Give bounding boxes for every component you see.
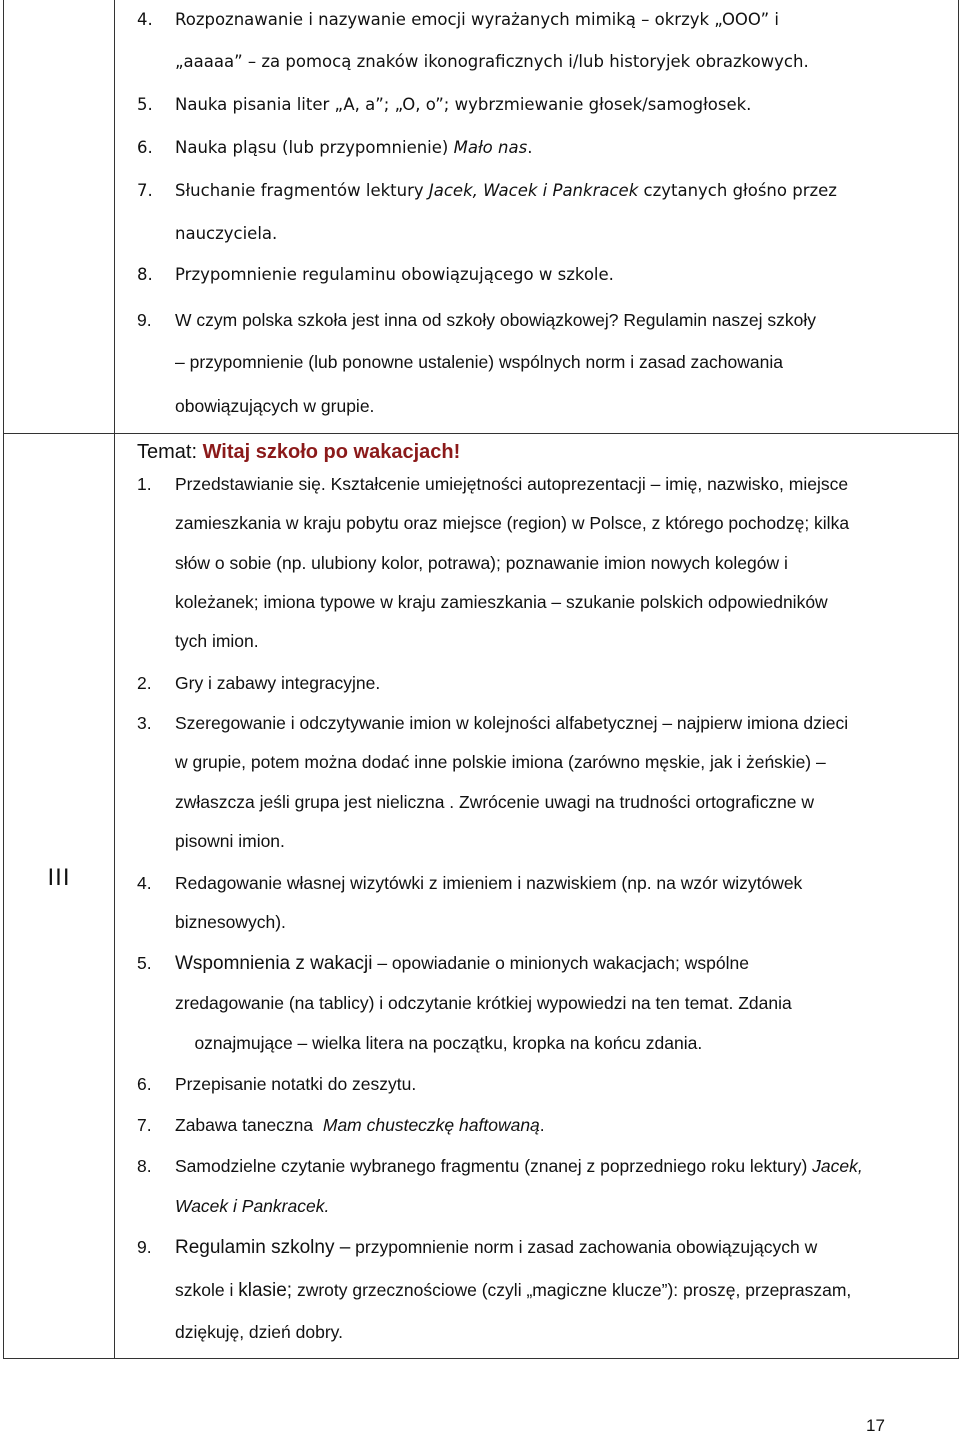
item-line: zredagowanie (na tablicy) i odczytanie krótkiej wypowiedzi na ten temat. Zdania bbox=[175, 993, 792, 1013]
item-line: Wspomnienia z wakacji – opowiadanie o minionych wakacjach; wspólne bbox=[175, 953, 749, 974]
item-number: 9. bbox=[137, 310, 152, 330]
item-line: oznajmujące – wielka litera na początku, kropka na końcu zdania. bbox=[175, 1033, 703, 1053]
item-line: Wacek i Pankracek. bbox=[175, 1196, 330, 1216]
item-line: Regulamin szkolny – przypomnienie norm i zasad zachowania obowiązujących w bbox=[175, 1237, 818, 1258]
item-line: obowiązujących w grupie. bbox=[175, 396, 375, 416]
topic-title: Witaj szkoło po wakacjach! bbox=[202, 441, 461, 463]
item-number: 7. bbox=[137, 181, 153, 200]
item-line: Samodzielne czytanie wybranego fragmentu (znanej z poprzedniego roku lektury) Jacek, bbox=[175, 1156, 863, 1176]
item-line: Nauka pląsu (lub przypomnienie) Mało nas. bbox=[175, 138, 533, 157]
item-line: koleżanek; imiona typowe w kraju zamieszkania – szukanie polskich odpowiedników bbox=[175, 592, 828, 612]
item-number: 8. bbox=[137, 265, 153, 284]
item-line: biznesowych). bbox=[175, 912, 286, 932]
item-number: 5. bbox=[137, 953, 152, 973]
item-line: zwłaszcza jeśli grupa jest nieliczna . Zwrócenie uwagi na trudności ortograficzne w bbox=[175, 792, 815, 812]
topic-label: Temat: bbox=[137, 441, 203, 463]
item-line: Przypomnienie regulaminu obowiązującego w szkole. bbox=[175, 265, 614, 284]
item-line: pisowni imion. bbox=[175, 831, 285, 851]
item-line: Nauka pisania liter „A, a”; „O, o”; wybrzmiewanie głosek/samogłosek. bbox=[175, 95, 752, 114]
item-line: szkole i klasie; zwroty grzecznościowe (czyli „magiczne klucze”): proszę, przepraszam, bbox=[175, 1280, 852, 1301]
lesson-topic bbox=[137, 440, 460, 464]
item-number: 4. bbox=[137, 873, 152, 893]
item-number: 6. bbox=[137, 1074, 152, 1094]
item-number: 5. bbox=[137, 95, 153, 114]
item-line: Zabawa taneczna Mam chusteczkę haftowaną. bbox=[175, 1115, 545, 1135]
item-number: 6. bbox=[137, 138, 153, 157]
item-line: W czym polska szkoła jest inna od szkoły obowiązkowej? Regulamin naszej szkoły bbox=[175, 310, 816, 330]
item-number: 4. bbox=[137, 10, 153, 29]
row-divider bbox=[4, 433, 958, 434]
item-line: Słuchanie fragmentów lektury Jacek, Wacek i Pankracek czytanych głośno przez bbox=[175, 181, 837, 200]
row-label: III bbox=[47, 864, 71, 891]
item-line: w grupie, potem można dodać inne polskie imiona (zarówno męskie, jak i żeńskie) – bbox=[175, 752, 826, 772]
item-number: 2. bbox=[137, 673, 152, 693]
item-number: 3. bbox=[137, 713, 152, 733]
item-line: tych imion. bbox=[175, 631, 259, 651]
item-line: – przypomnienie (lub ponowne ustalenie) wspólnych norm i zasad zachowania bbox=[175, 352, 783, 372]
item-line: Przedstawianie się. Kształcenie umiejętności autoprezentacji – imię, nazwisko, miejsce bbox=[175, 474, 849, 494]
item-number: 8. bbox=[137, 1156, 152, 1176]
item-line: Przepisanie notatki do zeszytu. bbox=[175, 1074, 417, 1094]
item-line: Gry i zabawy integracyjne. bbox=[175, 673, 381, 693]
item-line: dziękuję, dzień dobry. bbox=[175, 1322, 343, 1342]
column-divider bbox=[114, 0, 115, 1358]
item-number: 7. bbox=[137, 1115, 152, 1135]
item-number: 1. bbox=[137, 474, 152, 494]
page-number: 17 bbox=[866, 1416, 885, 1435]
item-line: Szeregowanie i odczytywanie imion w kolejności alfabetycznej – najpierw imiona dzieci bbox=[175, 713, 849, 733]
item-line: nauczyciela. bbox=[175, 224, 278, 243]
item-number: 9. bbox=[137, 1237, 152, 1257]
item-line: „aaaaa” – za pomocą znaków ikonograficznych i/lub historyjek obrazkowych. bbox=[175, 52, 809, 71]
item-line: zamieszkania w kraju pobytu oraz miejsce (region) w Polsce, z którego pochodzę; kilka bbox=[175, 513, 850, 533]
item-line: Rozpoznawanie i nazywanie emocji wyrażanych mimiką – okrzyk „OOO” i bbox=[175, 10, 779, 29]
item-line: Redagowanie własnej wizytówki z imieniem i nazwiskiem (np. na wzór wizytówek bbox=[175, 873, 803, 893]
item-line: słów o sobie (np. ulubiony kolor, potrawa); poznawanie imion nowych kolegów i bbox=[175, 553, 788, 573]
